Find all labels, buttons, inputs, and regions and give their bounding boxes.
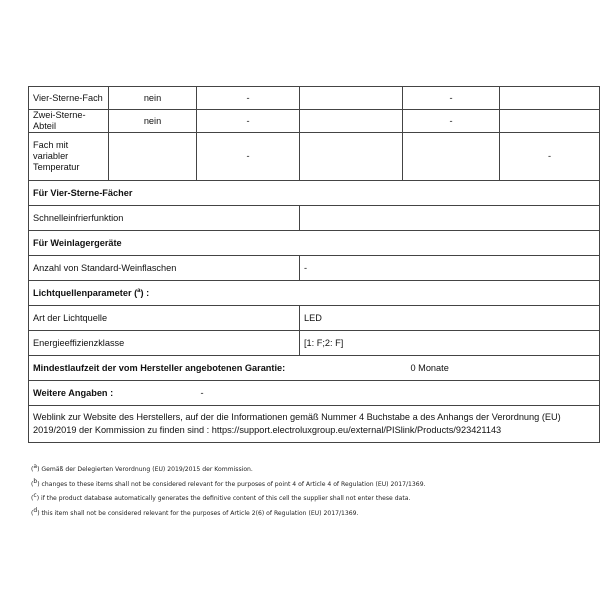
- footnote-marker: d: [33, 506, 38, 514]
- cell-empty: [300, 87, 403, 110]
- footnote: ($^b$) changes to these items shall not be considered relevant for the purposes of point 4 of Article 4 of Regulation (EU) 2017/1369.: [31, 477, 426, 488]
- row-label: Energieeffizienzklasse: [29, 331, 300, 356]
- group-header-text: Lichtquellenparameter (: [33, 288, 138, 299]
- table-row: [29, 87, 600, 110]
- cell-value: -: [197, 110, 300, 133]
- row-label: Fach mit variabler Temperatur: [29, 133, 109, 181]
- group-header: [29, 281, 600, 306]
- table-row: [29, 256, 600, 281]
- cell-value: [1: F;2: F]: [300, 331, 600, 356]
- row-label: Schnelleinfrierfunktion: [29, 206, 300, 231]
- group-header: Für Weinlagergeräte: [29, 231, 600, 256]
- row-label: Mindestlaufzeit der vom Hersteller angebotenen Garantie:: [29, 356, 403, 381]
- cell-empty: [300, 133, 403, 181]
- group-header-text-end: ) :: [140, 288, 150, 299]
- row-label: Weitere Angaben :: [29, 381, 197, 406]
- cell-value: nein: [109, 110, 197, 133]
- table-row: [29, 381, 600, 406]
- footnote-text: changes to these items shall not be considered relevant for the purposes of point 4 of Article 4 of Regulation (EU) 2017/1369.: [41, 480, 426, 488]
- cell-value: -: [197, 381, 600, 406]
- row-label: Zwei-Sterne-Abteil: [29, 110, 109, 133]
- footnote: ($^c$) if the product database automatically generates the definitive content of this cell the supplier shall not enter these data.: [31, 492, 411, 503]
- table-row: [29, 306, 600, 331]
- cell-value: nein: [109, 87, 197, 110]
- table-row-group-header: [29, 281, 600, 306]
- table-row-group-header: [29, 231, 600, 256]
- product-information-table: [28, 86, 600, 443]
- footnote: ($^d$) this item shall not be considered relevant for the purposes of Article 2(6) of Regulation (EU) 2017/1369.: [31, 506, 359, 517]
- table-row: [29, 133, 600, 181]
- cell-value: -: [300, 256, 600, 281]
- footnote-text: Gemäß der Delegierten Verordnung (EU) 2019/2015 der Kommission.: [41, 466, 253, 474]
- cell-value: -: [500, 133, 600, 181]
- row-label: Art der Lichtquelle: [29, 306, 300, 331]
- row-label: Anzahl von Standard-Weinflaschen: [29, 256, 300, 281]
- footnote-marker: a: [137, 288, 141, 295]
- cell-value: 0 Monate: [403, 356, 600, 381]
- cell-empty: [403, 133, 500, 181]
- cell-value: LED: [300, 306, 600, 331]
- table-row: [29, 406, 600, 443]
- weblink-text: Weblink zur Website des Herstellers, auf der die Informationen gemäß Nummer 4 Buchstabe a des Anhangs der Verordnung (EU) 2019/2019 der Kommission zu finden sind : https://support.electroluxgroup.eu/external/PISlink/Products/923421143: [29, 406, 600, 443]
- footnotes: [31, 461, 591, 520]
- table-row: [29, 356, 600, 381]
- cell-value: [300, 206, 600, 231]
- cell-value: -: [197, 87, 300, 110]
- cell-empty: [500, 110, 600, 133]
- table-row: [29, 110, 600, 133]
- table-row: [29, 206, 600, 231]
- cell-empty: [300, 110, 403, 133]
- cell-empty: [500, 87, 600, 110]
- footnote-marker: c: [33, 492, 37, 500]
- table-row-group-header: [29, 181, 600, 206]
- group-header: Für Vier-Sterne-Fächer: [29, 181, 600, 206]
- footnote-marker: b: [33, 477, 38, 485]
- footnote: ($^a$) Gemäß der Delegierten Verordnung (EU) 2019/2015 der Kommission.: [31, 463, 253, 474]
- cell-value: -: [403, 87, 500, 110]
- row-label: Vier-Sterne-Fach: [29, 87, 109, 110]
- cell-empty: [109, 133, 197, 181]
- cell-value: -: [197, 133, 300, 181]
- footnote-marker: a: [33, 463, 38, 470]
- table-row: [29, 331, 600, 356]
- footnote-text: if the product database automatically generates the definitive content of this cell the supplier shall not enter these data.: [41, 495, 411, 503]
- footnote-text: this item shall not be considered relevant for the purposes of Article 2(6) of Regulation (EU) 2017/1369.: [41, 509, 359, 517]
- cell-value: -: [403, 110, 500, 133]
